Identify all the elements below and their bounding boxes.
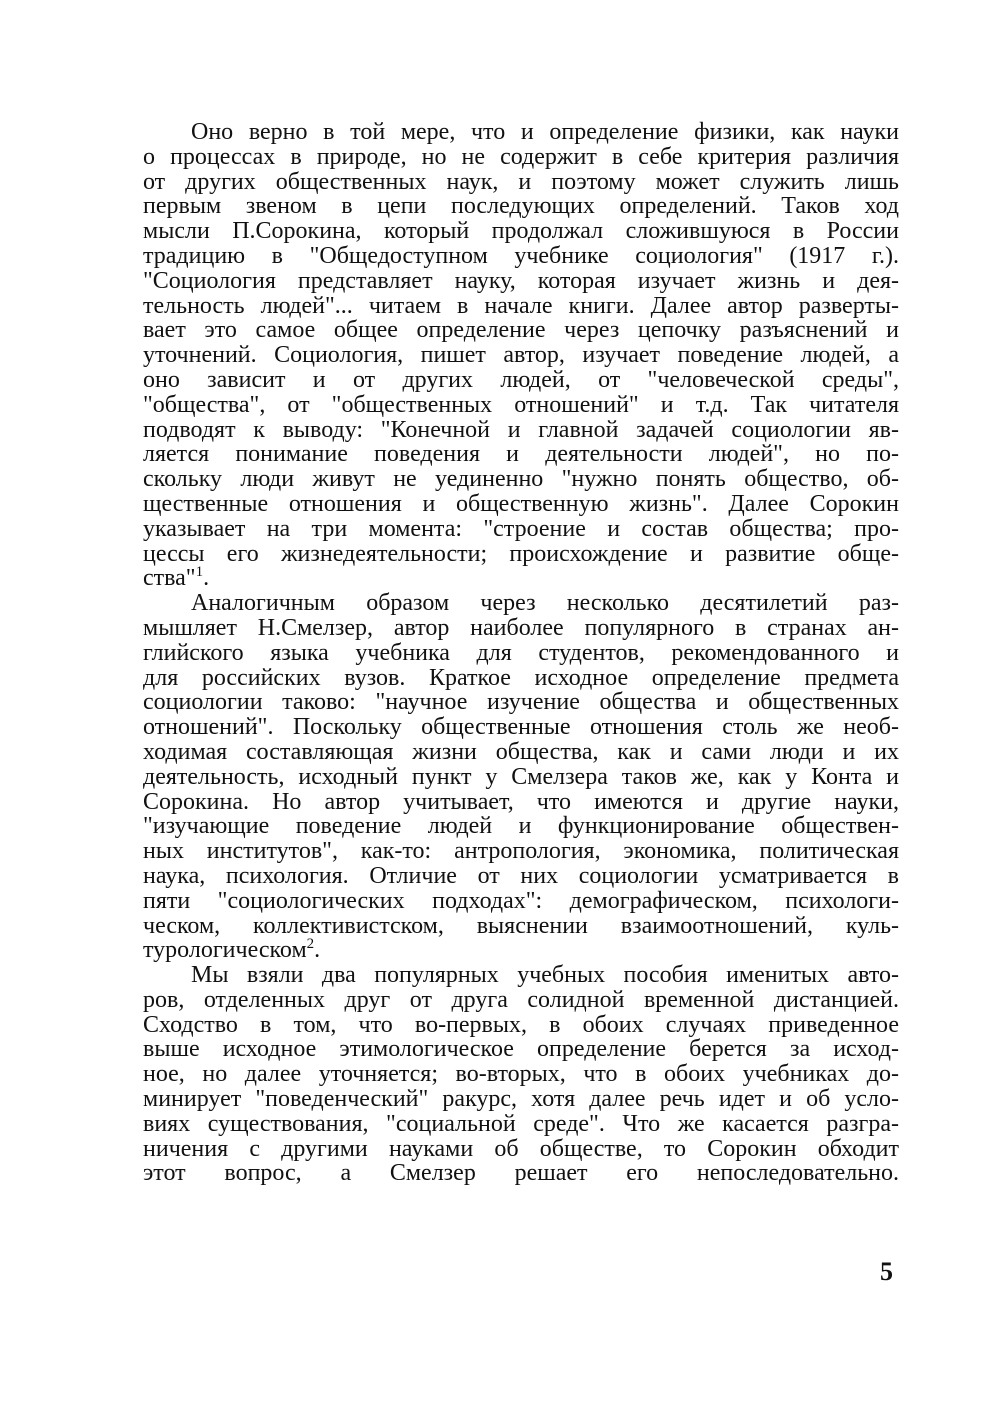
text-line xyxy=(143,963,899,988)
text-line xyxy=(143,864,899,889)
line-text: "Социология представляет науку, которая изучает жизнь и дея- xyxy=(143,267,899,294)
text-line xyxy=(143,517,899,542)
line-text: от других общественных наук, и поэтому может служить лишь xyxy=(143,168,899,195)
text-line xyxy=(143,442,899,467)
line-text: Сорокина. Но автор учитывает, что имеются и другие науки, xyxy=(143,788,899,815)
line-text: ров, отделенных друг от друга солидной временной дистанцией. xyxy=(143,986,899,1013)
line-text: тельность людей"... читаем в начале книги. Далее автор разверты- xyxy=(143,292,899,319)
text-line xyxy=(143,145,899,170)
line-text: ничения с другими науками об обществе, то Сорокин обходит xyxy=(143,1135,899,1162)
text-line xyxy=(143,690,899,715)
line-text: ческом, коллективистском, выяснении взаимоотношений, куль- xyxy=(143,912,899,939)
line-text: Аналогичным образом через несколько десятилетий раз- xyxy=(191,590,899,617)
text-line xyxy=(143,715,899,740)
text-line xyxy=(143,219,899,244)
line-text: выше исходное этимологическое определение берется за исход- xyxy=(143,1036,899,1063)
text-line xyxy=(143,542,899,567)
line-text: о процессах в природе, но не содержит в себе критерия различия xyxy=(143,143,899,170)
text-line xyxy=(143,914,899,939)
line-text: для российских вузов. Краткое исходное определение предмета xyxy=(143,664,899,691)
text-line xyxy=(143,467,899,492)
text-line xyxy=(143,492,899,517)
text-line xyxy=(143,294,899,319)
text-line xyxy=(143,889,899,914)
line-text: указывает на три момента: "строение и состав общества; про- xyxy=(143,515,899,542)
line-text: наука, психология. Отличие от них социологии усматривается в xyxy=(143,862,899,889)
text-line xyxy=(143,244,899,269)
footnote-marker: 1 xyxy=(195,564,204,581)
line-text: виях существования, "социальной среде". Что же касается разгра- xyxy=(143,1110,899,1137)
text-line xyxy=(143,1161,899,1186)
line-text: мышляет Н.Смелзер, автор наиболее популярного в странах ан- xyxy=(143,614,899,641)
text-line xyxy=(143,566,899,591)
text-line xyxy=(143,1087,899,1112)
text-line xyxy=(143,839,899,864)
line-text: пяти "социологических подходах": демографическом, психологи- xyxy=(143,887,899,914)
line-text: социологии таково: "научное изучение общества и общественных xyxy=(143,689,899,716)
body-text xyxy=(143,120,899,1186)
line-text: отношений". Поскольку общественные отношения столь же необ- xyxy=(143,714,899,741)
footnote-marker: 2 xyxy=(306,936,315,953)
line-text: Сходство в том, что во-первых, в обоих случаях приведенное xyxy=(143,1011,899,1038)
line-text: минирует "поведенческий" ракурс, хотя далее речь идет и об усло- xyxy=(143,1086,899,1113)
line-text: уточнений. Социология, пишет автор, изучает поведение людей, а xyxy=(143,342,899,369)
line-text: первым звеном в цепи последующих определений. Таков ход xyxy=(143,193,899,220)
text-line xyxy=(143,1062,899,1087)
line-text: ных институтов", как-то: антропология, экономика, политическая xyxy=(143,838,899,865)
text-line xyxy=(143,666,899,691)
text-line xyxy=(143,194,899,219)
line-text: традицию в "Общедоступном учебнике социология" (1917 г.). xyxy=(143,242,899,269)
text-line xyxy=(143,988,899,1013)
text-line xyxy=(143,591,899,616)
line-text: "изучающие поведение людей и функционирование обществен- xyxy=(143,813,899,840)
line-text: ляется понимание поведения и деятельности людей", но по- xyxy=(143,441,899,468)
text-line xyxy=(143,616,899,641)
line-text: Мы взяли два популярных учебных пособия именитых авто- xyxy=(191,962,899,989)
line-text: "общества", от "общественных отношений" и т.д. Так читателя xyxy=(143,391,899,418)
text-line xyxy=(143,269,899,294)
line-text: деятельность, исходный пункт у Смелзера таков же, как у Конта и xyxy=(143,763,899,790)
text-line xyxy=(143,1037,899,1062)
line-text: скольку люди живут не уединенно "нужно понять общество, об- xyxy=(143,466,899,493)
text-line xyxy=(143,1137,899,1162)
text-line xyxy=(143,814,899,839)
line-text: ное, но далее уточняется; во-вторых, что в обоих учебниках до- xyxy=(143,1061,899,1088)
line-text: ходимая составляющая жизни общества, как и сами люди и их xyxy=(143,738,899,765)
text-line xyxy=(143,1013,899,1038)
text-line xyxy=(143,393,899,418)
line-text: ства" xyxy=(143,565,196,592)
line-text: Оно верно в той мере, что и определение физики, как науки xyxy=(191,119,899,145)
line-text: мысли П.Сорокина, который продолжал сложившуюся в России xyxy=(143,218,899,245)
text-line xyxy=(143,1112,899,1137)
line-text: щественные отношения и общественную жизнь". Далее Сорокин xyxy=(143,490,899,517)
line-text: цессы его жизнедеятельности; происхождение и развитие обще- xyxy=(143,540,899,567)
line-text: глийского языка учебника для студентов, рекомендованного и xyxy=(143,639,899,666)
page-number: 5 xyxy=(880,1257,893,1286)
text-line xyxy=(143,343,899,368)
text-line xyxy=(143,938,899,963)
text-line xyxy=(143,318,899,343)
line-text: вает это самое общее определение через цепочку разъяснений и xyxy=(143,317,899,344)
text-line xyxy=(143,120,899,145)
line-text: этот вопрос, а Смелзер решает его непоследовательно. xyxy=(143,1160,899,1187)
line-tail: . xyxy=(314,937,321,964)
text-line xyxy=(143,740,899,765)
line-text: турологическом xyxy=(143,937,307,964)
text-line xyxy=(143,368,899,393)
text-line xyxy=(143,790,899,815)
text-line xyxy=(143,765,899,790)
line-text: подводят к выводу: "Конечной и главной задачей социологии яв- xyxy=(143,416,899,443)
text-line xyxy=(143,641,899,666)
text-line xyxy=(143,418,899,443)
line-text: оно зависит и от других людей, от "человеческой среды", xyxy=(143,366,899,393)
text-line xyxy=(143,170,899,195)
line-tail: . xyxy=(203,565,210,592)
